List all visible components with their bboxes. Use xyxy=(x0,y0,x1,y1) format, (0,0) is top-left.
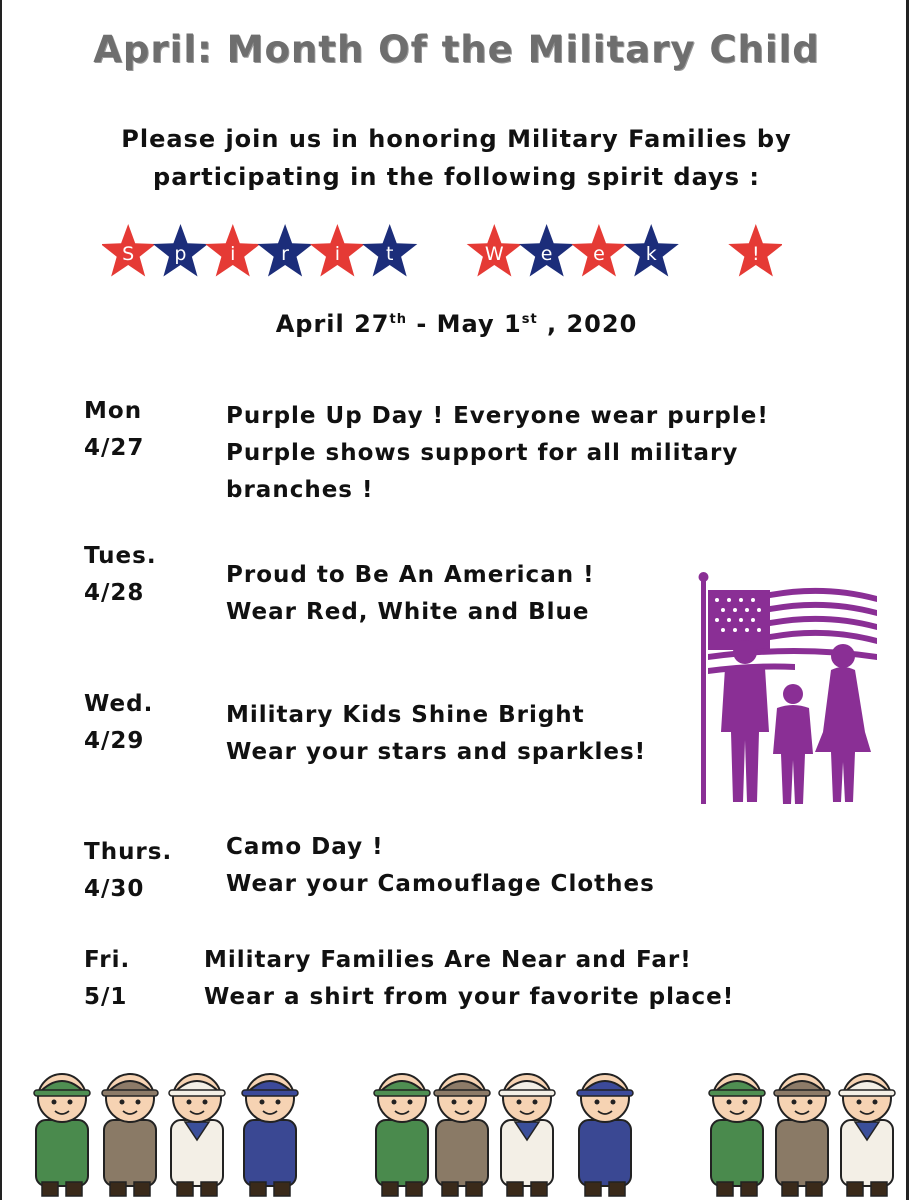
military-kids-icon xyxy=(22,1062,902,1200)
date-separator: - xyxy=(406,310,437,338)
start-suffix: th xyxy=(389,312,407,327)
day-date: 4/28 xyxy=(84,580,145,606)
banner-letter: e xyxy=(540,243,553,265)
desc-line: Purple shows support for all military xyxy=(226,440,739,466)
intro-line-1: Please join us in honoring Military Families by xyxy=(121,125,792,153)
event-dates xyxy=(2,310,909,338)
desc-line: Wear Red, White and Blue xyxy=(226,599,590,625)
military-kid xyxy=(374,1074,430,1196)
desc-line: Proud to Be An American ! xyxy=(226,562,595,588)
desc-line: Wear your stars and sparkles! xyxy=(226,739,647,765)
day-name: Mon xyxy=(84,398,143,424)
military-kid xyxy=(577,1074,633,1196)
desc-line: Purple Up Day ! Everyone wear purple! xyxy=(226,403,769,429)
intro-text xyxy=(2,120,909,196)
page-title: April: Month Of the Military Child xyxy=(93,28,820,71)
banner-letter: W xyxy=(484,243,504,265)
day-date: 5/1 xyxy=(84,984,128,1010)
desc-line: branches ! xyxy=(226,477,374,503)
event-year: , 2020 xyxy=(537,310,638,338)
banner-letter: t xyxy=(385,243,394,265)
military-kid xyxy=(774,1074,830,1196)
day-desc-thurs xyxy=(226,829,816,903)
day-desc-fri xyxy=(204,942,824,1016)
military-kid xyxy=(499,1074,555,1196)
banner-letter: ! xyxy=(752,243,760,265)
day-label-mon xyxy=(84,393,204,467)
military-kid xyxy=(34,1074,90,1196)
start-date: April 27 xyxy=(275,310,390,338)
day-label-wed xyxy=(84,686,204,760)
desc-line: Wear a shirt from your favorite place! xyxy=(204,984,735,1010)
military-kid xyxy=(839,1074,895,1196)
day-name: Thurs. xyxy=(84,839,173,865)
day-date: 4/30 xyxy=(84,876,145,902)
military-kid xyxy=(709,1074,765,1196)
end-suffix: st xyxy=(521,312,538,327)
banner-letter: e xyxy=(593,243,605,265)
day-label-tues xyxy=(84,538,204,612)
intro-line-2: participating in the following spirit days : xyxy=(153,163,760,191)
desc-line: Wear your Camouflage Clothes xyxy=(226,871,655,897)
day-desc-mon xyxy=(226,398,816,509)
military-kid xyxy=(242,1074,298,1196)
banner-letter: i xyxy=(334,243,341,265)
military-kid xyxy=(102,1074,158,1196)
day-label-fri xyxy=(84,942,204,1016)
day-date: 4/29 xyxy=(84,728,145,754)
spirit-week-banner xyxy=(102,222,782,282)
flag-family-icon xyxy=(695,572,885,808)
day-name: Tues. xyxy=(84,543,157,569)
banner-letter: i xyxy=(230,243,236,265)
day-date: 4/27 xyxy=(84,435,145,461)
banner-letter: p xyxy=(174,243,187,265)
banner-letter: r xyxy=(281,243,289,265)
end-date: May 1 xyxy=(436,310,522,338)
banner-letter: S xyxy=(122,243,135,265)
banner-letter: k xyxy=(645,243,657,265)
military-kid xyxy=(169,1074,225,1196)
desc-line: Camo Day ! xyxy=(226,834,384,860)
military-kid xyxy=(434,1074,490,1196)
desc-line: Military Families Are Near and Far! xyxy=(204,947,692,973)
day-label-thurs xyxy=(84,834,204,908)
desc-line: Military Kids Shine Bright xyxy=(226,702,585,728)
day-name: Fri. xyxy=(84,947,131,973)
day-name: Wed. xyxy=(84,691,154,717)
